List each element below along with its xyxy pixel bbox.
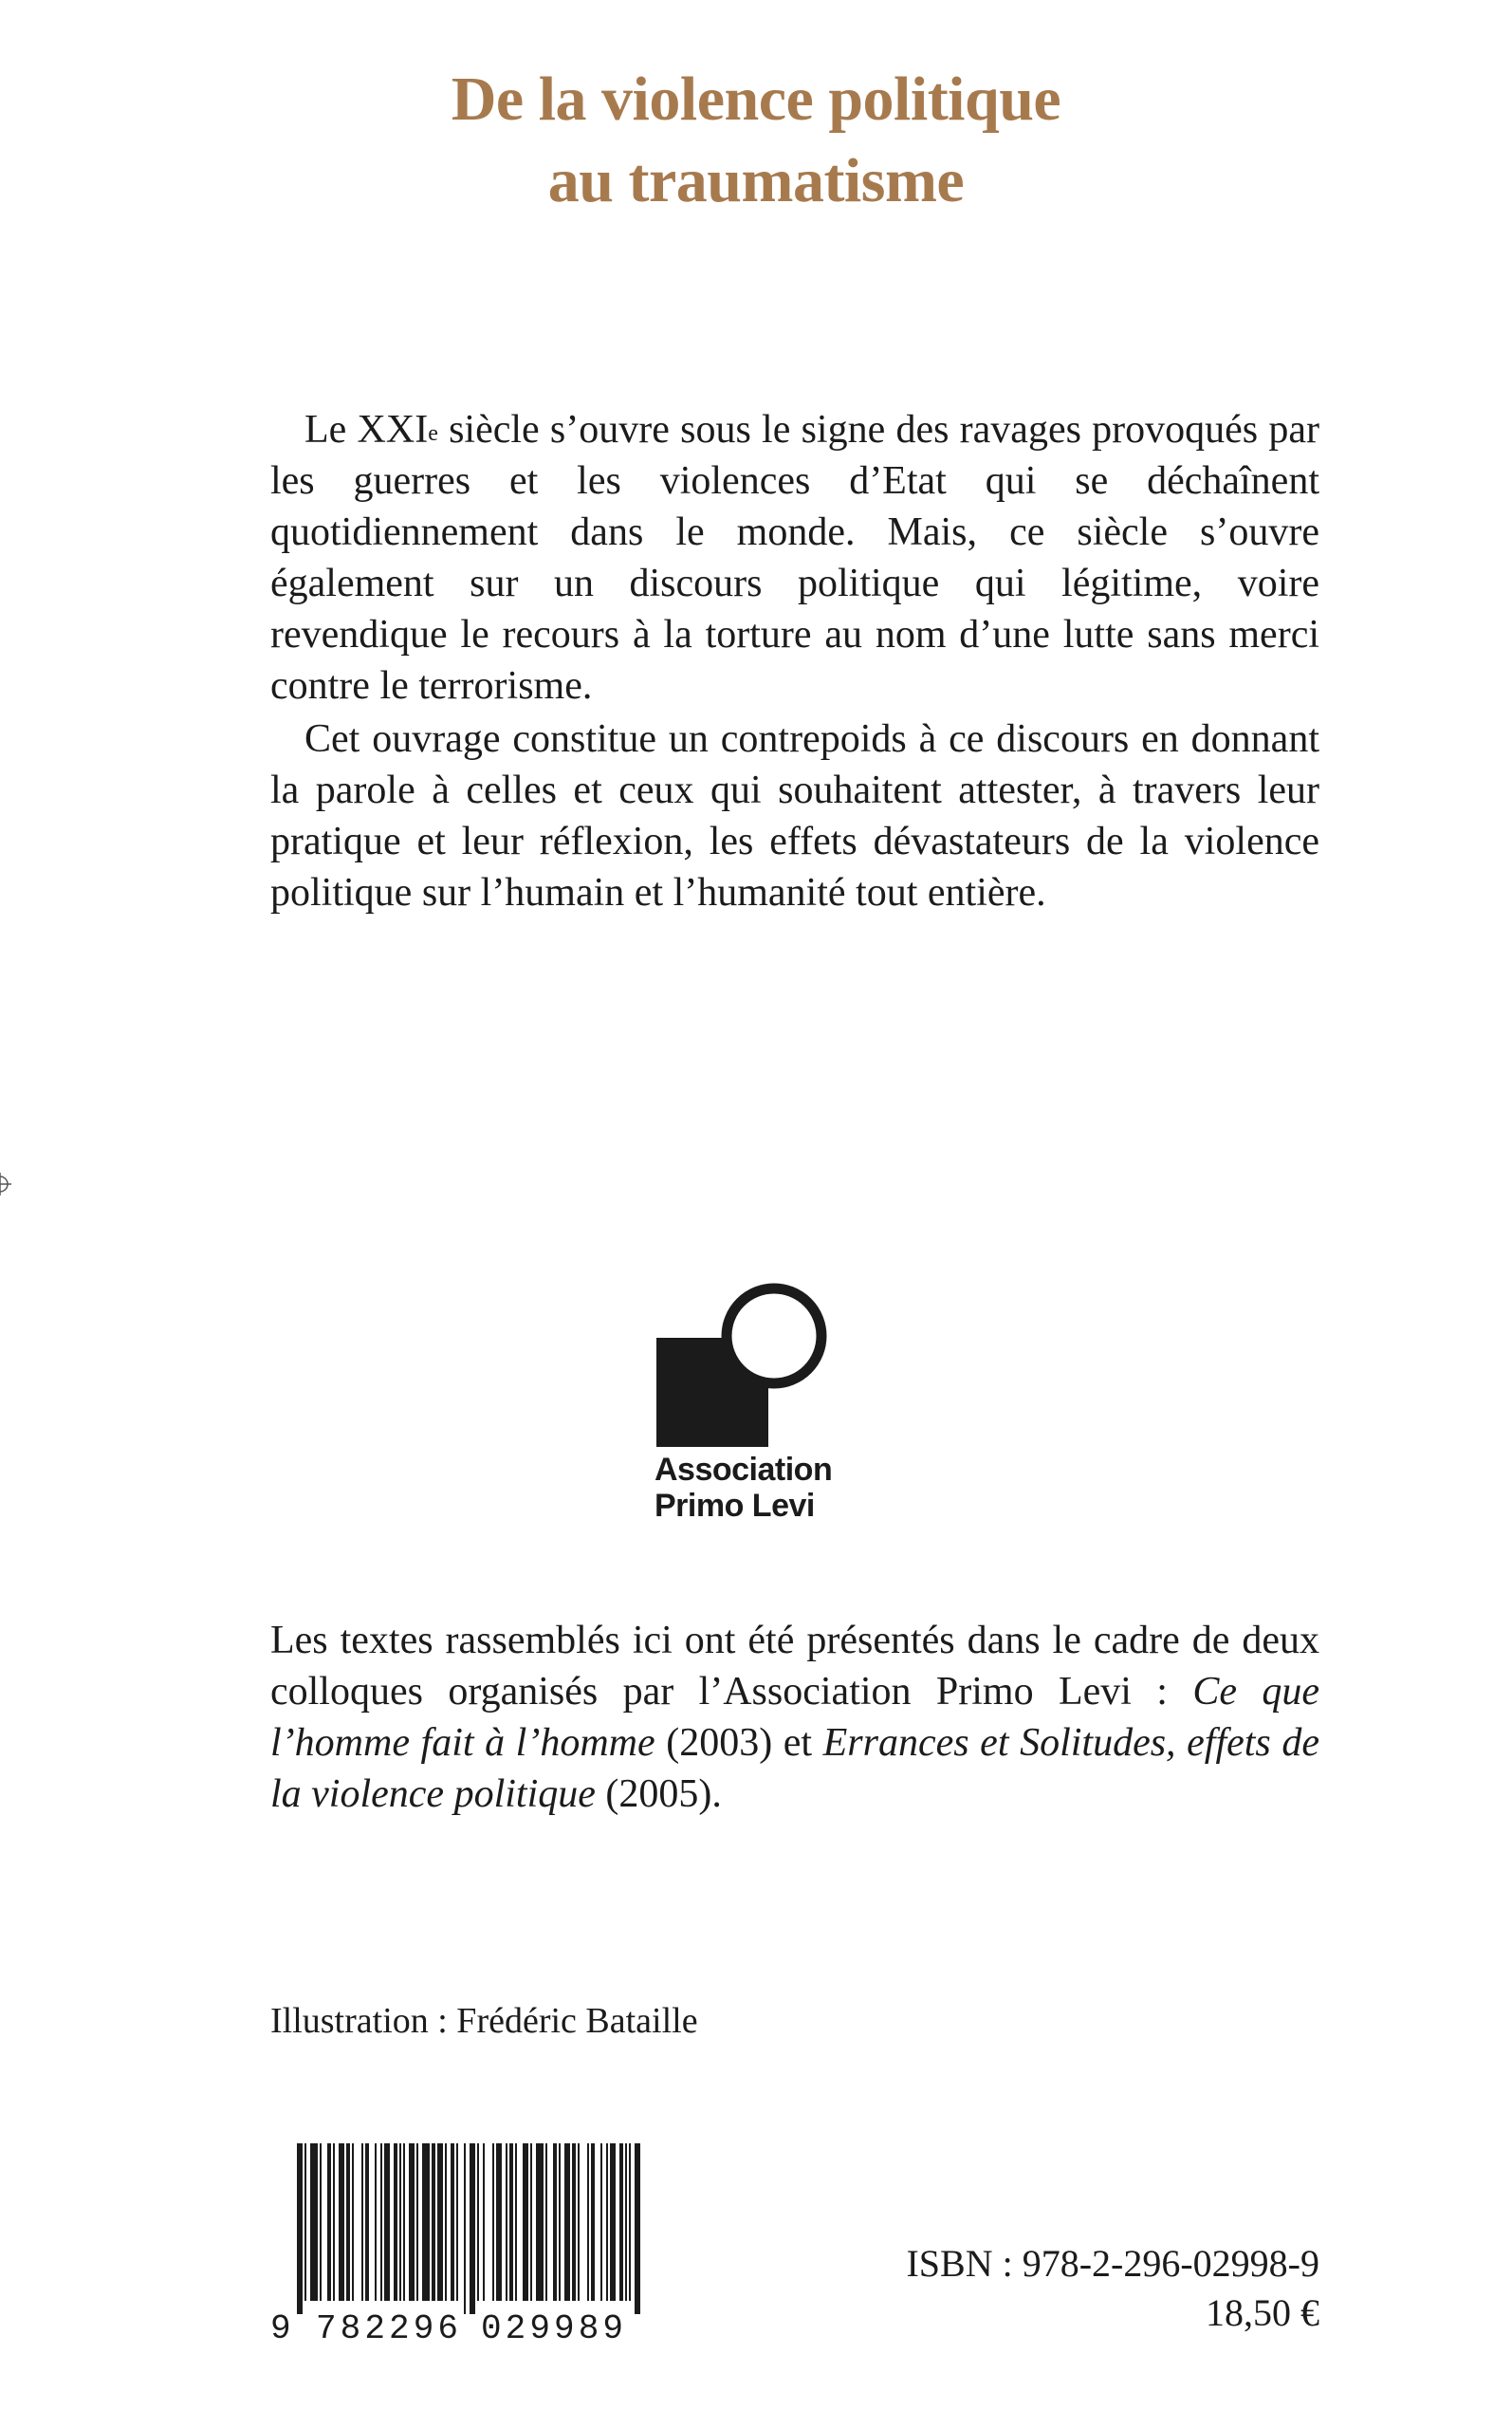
barcode-bar bbox=[432, 2143, 435, 2301]
summary-p1-start: Le XXI bbox=[304, 408, 429, 452]
illustration-credit: Illustration : Frédéric Bataille bbox=[270, 2001, 698, 2041]
barcode-bar bbox=[320, 2143, 322, 2301]
barcode-bar bbox=[564, 2143, 570, 2301]
barcode-bar bbox=[375, 2143, 377, 2301]
barcode-bar bbox=[327, 2143, 331, 2301]
barcode-bar bbox=[339, 2143, 344, 2301]
summary-paragraph-2: Cet ouvrage constitue un contrepoids à ce discours en donnant la parole à celles et ceux qui souhaitent attester, à travers leur pratique et leur réflexion, les effets dévastateurs de la violence politique sur l’humain et l’humanité tout entière. bbox=[270, 717, 1319, 915]
colloquium-note bbox=[270, 1615, 1319, 1820]
barcode-bar bbox=[553, 2143, 557, 2301]
barcode-bar bbox=[456, 2143, 458, 2301]
barcode-bar bbox=[297, 2143, 303, 2314]
barcode-bar bbox=[470, 2143, 475, 2314]
barcode-digits-right: 029989 bbox=[481, 2309, 623, 2343]
association-name bbox=[655, 1452, 882, 1524]
barcode-bar bbox=[523, 2143, 528, 2301]
barcode-bar bbox=[625, 2143, 627, 2301]
barcode-bar bbox=[477, 2143, 479, 2301]
barcode-bar bbox=[384, 2143, 390, 2301]
note-year-1: (2003) et bbox=[655, 1721, 823, 1765]
barcode-digit-first: 9 bbox=[270, 2309, 291, 2343]
barcode-bar bbox=[492, 2143, 494, 2301]
barcode-bar bbox=[506, 2143, 507, 2301]
barcode-bar bbox=[365, 2143, 369, 2301]
barcode-bar bbox=[333, 2143, 335, 2301]
barcode-bar bbox=[600, 2143, 602, 2301]
book-title bbox=[0, 59, 1512, 222]
barcode-bar bbox=[403, 2143, 405, 2301]
barcode-bar bbox=[629, 2143, 631, 2301]
barcode-bar bbox=[464, 2143, 466, 2314]
association-name-line-1: Association bbox=[655, 1452, 833, 1488]
barcode-bar bbox=[352, 2143, 354, 2301]
summary-paragraph-1 bbox=[270, 404, 1319, 712]
barcode-bars bbox=[297, 2143, 640, 2314]
barcode-bar bbox=[635, 2143, 640, 2314]
barcode-bar bbox=[591, 2143, 595, 2301]
barcode-bar bbox=[361, 2143, 363, 2301]
barcode-bar bbox=[380, 2143, 382, 2301]
barcode-digits-left: 782296 bbox=[316, 2309, 458, 2343]
barcode-bar bbox=[530, 2143, 532, 2301]
barcode-bar bbox=[587, 2143, 589, 2301]
barcode-bar bbox=[515, 2143, 517, 2301]
barcode-bar bbox=[437, 2143, 443, 2301]
barcode-bar bbox=[394, 2143, 397, 2301]
price: 18,50 € bbox=[1206, 2291, 1319, 2334]
barcode-bar bbox=[619, 2143, 623, 2301]
century-superscript: e bbox=[428, 421, 438, 446]
barcode-bar bbox=[559, 2143, 561, 2301]
title-line-1: De la violence politique bbox=[451, 65, 1061, 134]
barcode-bar bbox=[545, 2143, 547, 2301]
barcode-bar bbox=[572, 2143, 576, 2301]
barcode-bar bbox=[409, 2143, 415, 2301]
barcode-bar bbox=[399, 2143, 401, 2301]
summary-p1-rest: siècle s’ouvre sous le signe des ravages provoqués par les guerres et les violences d’Etat qui se déchaînent quotidiennement dans le monde. Mais, ce siècle s’ouvre également sur un discours politique qui légitime, voire revendique le recours à la torture au nom d’une lutte sans merci contre le terrorisme. bbox=[270, 408, 1319, 708]
barcode-bar bbox=[606, 2143, 608, 2301]
barcode-bar bbox=[304, 2143, 306, 2301]
barcode-bar bbox=[509, 2143, 513, 2301]
barcode-bar bbox=[578, 2143, 580, 2301]
title-line-2: au traumatisme bbox=[547, 146, 965, 215]
barcode-bar bbox=[483, 2143, 485, 2301]
barcode-bar bbox=[536, 2143, 544, 2301]
note-work-2: Errances et Solitudes, effets de la violence politique bbox=[270, 1721, 1319, 1816]
barcode-bar bbox=[445, 2143, 447, 2301]
barcode-bar bbox=[310, 2143, 318, 2301]
barcode-bar bbox=[416, 2143, 418, 2301]
barcode bbox=[270, 2143, 659, 2343]
barcode-bar bbox=[610, 2143, 616, 2301]
barcode-bar bbox=[346, 2143, 350, 2301]
isbn-price-block bbox=[906, 2239, 1319, 2338]
registration-mark-icon bbox=[0, 1173, 11, 1195]
barcode-bar bbox=[451, 2143, 454, 2301]
note-work-1: Ce que l’homme fait à l’homme bbox=[270, 1670, 1320, 1765]
isbn-number: ISBN : 978-2-296-02998-9 bbox=[906, 2242, 1319, 2285]
association-name-line-2: Primo Levi bbox=[655, 1488, 815, 1524]
note-year-2: (2005). bbox=[595, 1772, 722, 1816]
barcode-bar bbox=[496, 2143, 502, 2301]
barcode-bar bbox=[422, 2143, 430, 2301]
note-intro: Les textes rassemblés ici ont été présentés dans le cadre de deux colloques organisés par l’Association Primo Levi : bbox=[270, 1619, 1319, 1714]
